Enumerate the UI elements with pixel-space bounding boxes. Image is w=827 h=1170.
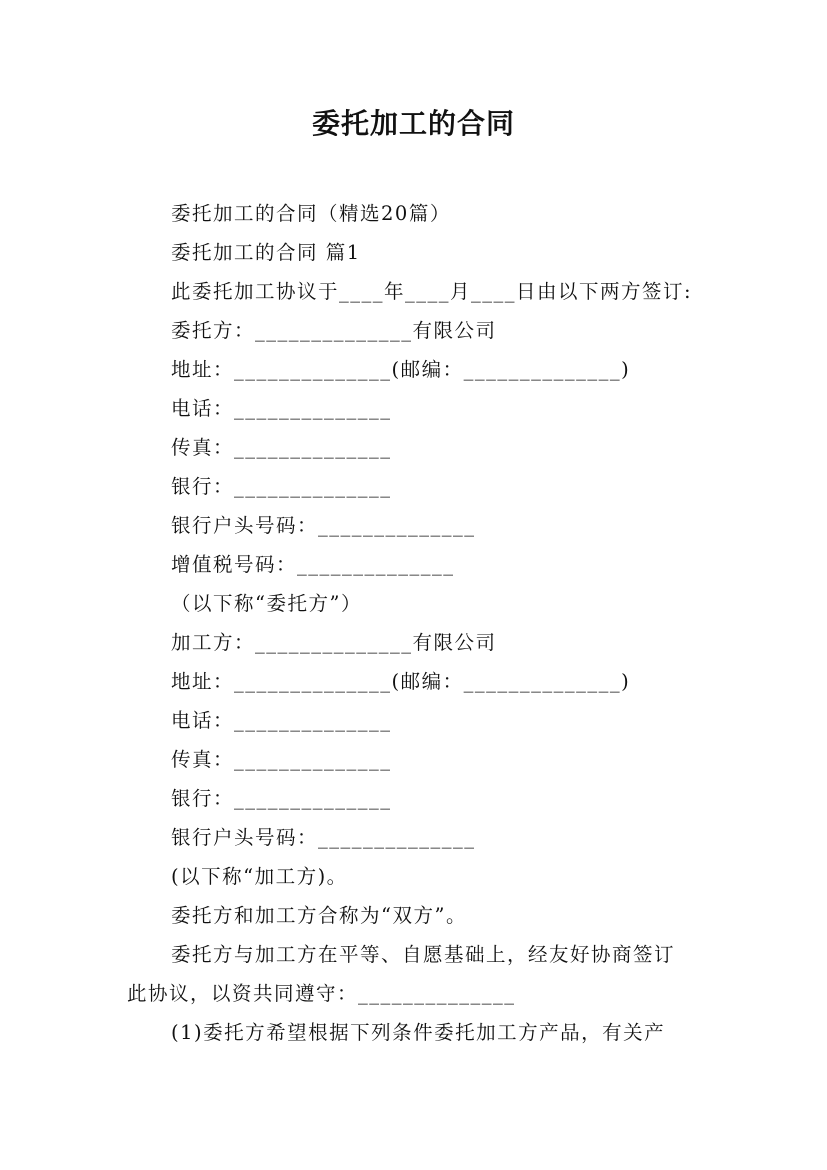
paragraph-line: 传真：______________ <box>171 436 392 459</box>
document-body <box>127 194 707 1052</box>
paragraph-line: 此协议，以资共同遵守：______________ <box>127 982 516 1005</box>
document-title: 委托加工的合同 <box>311 107 515 140</box>
paragraph-line: 银行：______________ <box>171 787 392 810</box>
paragraph-line: 地址：______________(邮编：______________) <box>171 358 631 381</box>
paragraph-line: 委托方和加工方合称为“双方”。 <box>171 904 467 927</box>
paragraph-line: 银行户头号码：______________ <box>171 514 476 537</box>
paragraph-line: 银行：______________ <box>171 475 392 498</box>
paragraph-line: 委托方：______________有限公司 <box>171 319 497 342</box>
paragraph-line: (以下称“加工方)。 <box>171 865 348 888</box>
paragraph-line: 加工方：______________有限公司 <box>171 631 497 654</box>
paragraph-line: 增值税号码：______________ <box>171 553 455 576</box>
paragraph-line: 电话：______________ <box>171 397 392 420</box>
paragraph-line: 委托加工的合同（精选20篇） <box>171 202 451 225</box>
paragraph-line: 银行户头号码：______________ <box>171 826 476 849</box>
paragraph-line: 电话：______________ <box>171 709 392 732</box>
paragraph-line: 地址：______________(邮编：______________) <box>171 670 631 693</box>
paragraph-line: (1)委托方希望根据下列条件委托加工方产品，有关产 <box>171 1021 666 1044</box>
paragraph-line: 此委托加工协议于____年____月____日由以下两方签订: <box>171 280 693 303</box>
paragraph-line: 委托加工的合同 篇1 <box>171 241 361 264</box>
paragraph-line: 传真：______________ <box>171 748 392 771</box>
paragraph-line: 委托方与加工方在平等、自愿基础上，经友好协商签订 <box>171 943 676 966</box>
paragraph-line: （以下称“委托方”） <box>171 592 362 615</box>
